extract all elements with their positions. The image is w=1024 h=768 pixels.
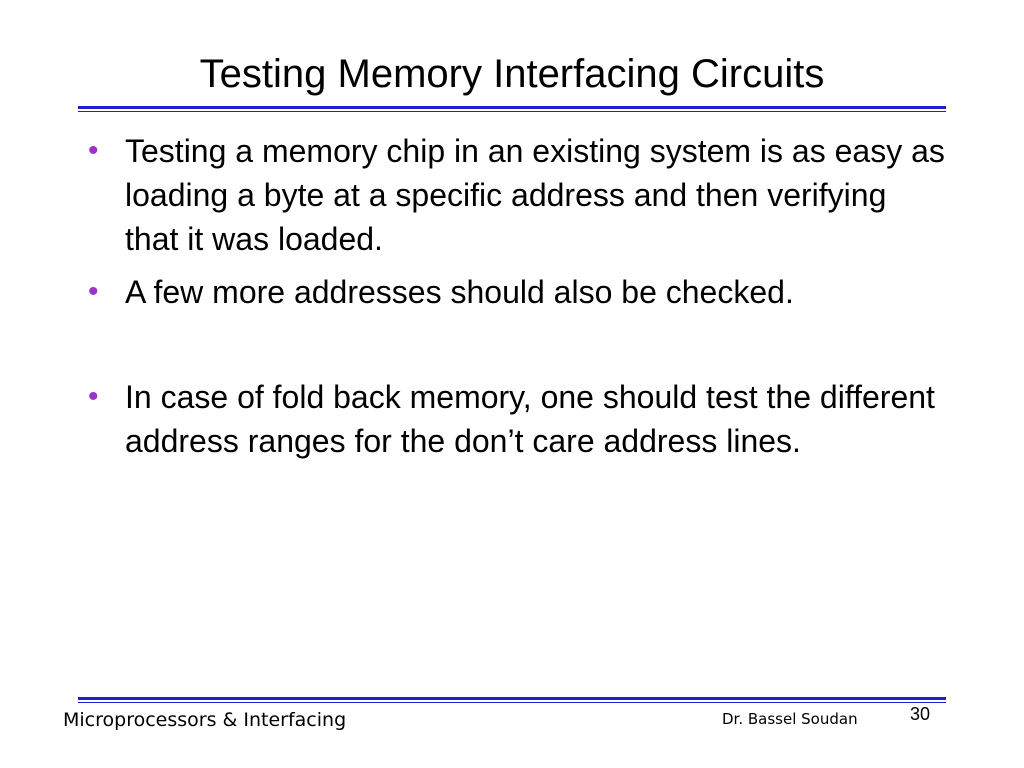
bullet-text: A few more addresses should also be checked. — [125, 274, 794, 310]
bullet-item — [88, 270, 948, 314]
bullet-icon: • — [88, 134, 99, 167]
bullet-item — [88, 375, 948, 463]
bullet-text: Testing a memory chip in an existing system is as easy as loading a byte at a specific address and then verifying that it was loaded. — [125, 133, 945, 257]
footer-divider — [78, 697, 946, 703]
footer-course-title: Microprocessors & Interfacing — [63, 709, 347, 731]
bullet-icon: • — [88, 275, 99, 308]
bullet-text: In case of fold back memory, one should test the different address ranges for the don’t care address lines. — [125, 379, 935, 459]
page-number: 30 — [910, 704, 931, 724]
bullet-icon: • — [88, 380, 99, 413]
bullet-item — [88, 129, 948, 261]
footer-author: Dr. Bassel Soudan — [722, 710, 858, 728]
slide-title: Testing Memory Interfacing Circuits — [199, 52, 825, 96]
